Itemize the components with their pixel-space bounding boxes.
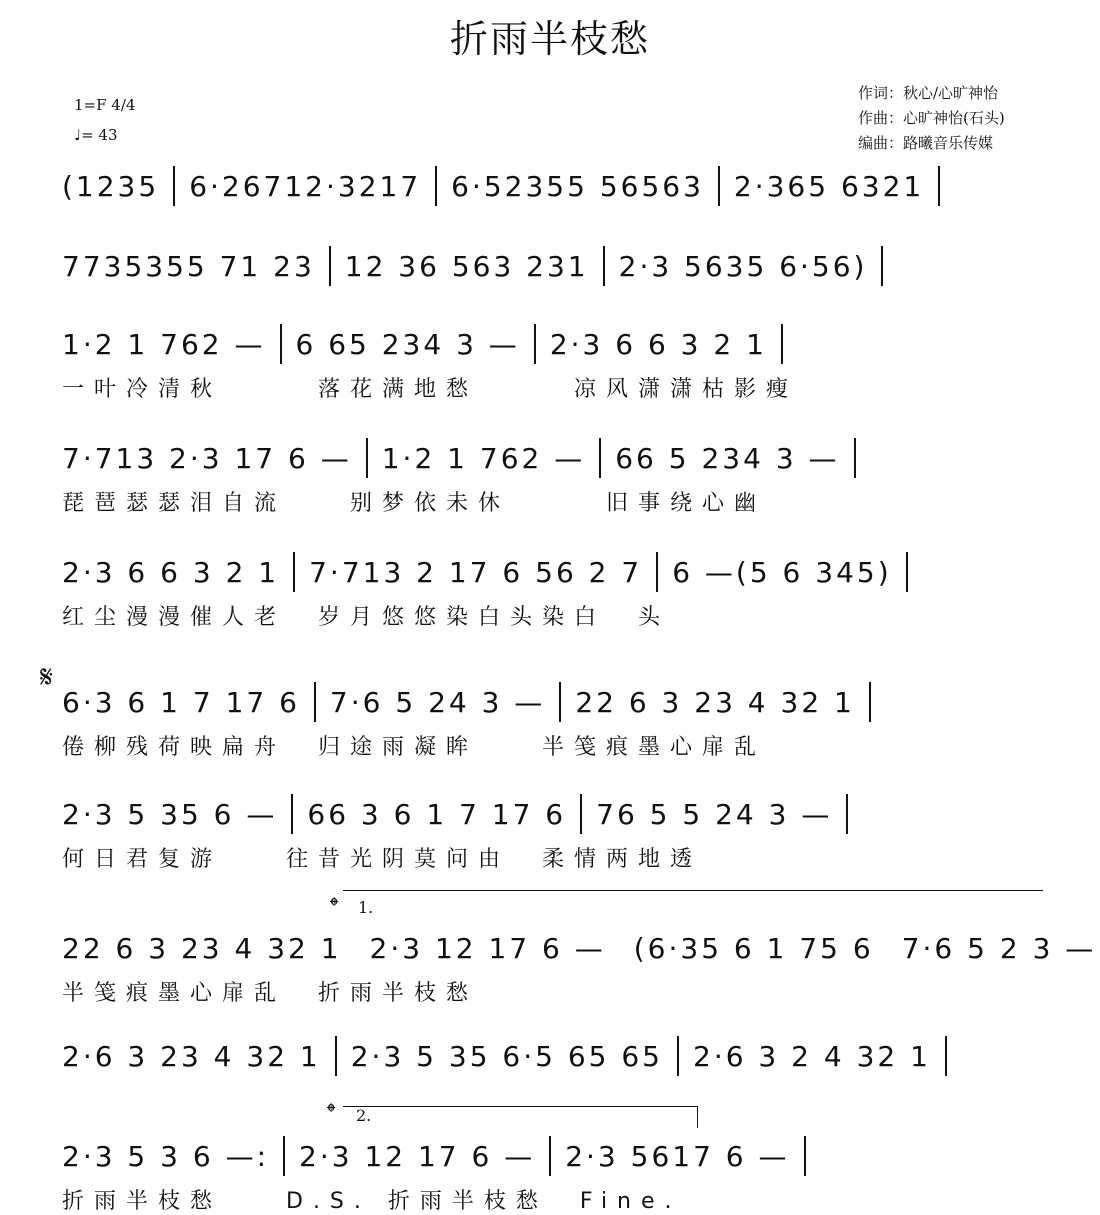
measure: 7·713 2 17 6 56 2 7 xyxy=(309,555,643,589)
barline xyxy=(314,682,316,722)
measure: 7·6 5 2 3 — xyxy=(901,931,1097,965)
notation-line xyxy=(62,160,1052,212)
measure: 76 5 5 24 3 — xyxy=(596,797,833,831)
barline xyxy=(677,1036,679,1076)
measure: 2·3 5635 6·56) xyxy=(618,249,868,283)
barline xyxy=(435,166,437,206)
measure: 2·6 3 23 4 32 1 xyxy=(62,1039,321,1073)
lyrics-line: 一叶冷清秋 落花满地愁 凉风潇潇枯影瘦 xyxy=(62,377,799,402)
barline xyxy=(945,1036,947,1076)
measure: 6·52355 56563 xyxy=(451,169,704,203)
measure: 6·3 6 1 7 17 6 xyxy=(62,685,300,719)
barline xyxy=(280,324,282,364)
measure: (6·35 6 1 75 6 xyxy=(633,931,874,965)
barline xyxy=(906,552,908,592)
measure: 2·365 6321 xyxy=(733,169,925,203)
measure: 2·3 5 35 6·5 65 65 xyxy=(350,1039,663,1073)
measure: (1235 xyxy=(62,169,160,203)
barline xyxy=(329,246,331,286)
barline xyxy=(559,682,561,722)
coda-sign-2: 𝄌 xyxy=(327,1098,336,1126)
barline xyxy=(718,166,720,206)
barline xyxy=(173,166,175,206)
credits xyxy=(858,82,1005,157)
lyrics-line: 何日君复游 往昔光阴莫问由 柔情两地透 xyxy=(62,847,703,872)
measure: 1·2 1 762 — xyxy=(381,441,586,475)
coda-sign-1: 𝄌 xyxy=(330,892,339,920)
lyrics-line: 倦柳残荷映扁舟 归途雨凝眸 半笺痕墨心扉乱 xyxy=(62,735,767,760)
lyricist-credit: 作词：秋心/心旷神怡 xyxy=(858,84,999,102)
barline xyxy=(534,324,536,364)
measure: 2·3 6 6 3 2 1 xyxy=(62,555,280,589)
barline xyxy=(854,438,856,478)
measure: 2·3 6 6 3 2 1 xyxy=(549,327,767,361)
barline xyxy=(283,1136,285,1176)
measure: 7·713 2·3 17 6 — xyxy=(62,441,352,475)
barline xyxy=(804,1136,806,1176)
barline xyxy=(781,324,783,364)
barline xyxy=(656,552,658,592)
barline xyxy=(938,166,940,206)
measure: 22 6 3 23 4 32 1 xyxy=(575,685,855,719)
barline xyxy=(580,794,582,834)
barline xyxy=(603,246,605,286)
measure: 2·3 12 17 6 — xyxy=(369,931,606,965)
measure: 66 3 6 1 7 17 6 xyxy=(307,797,567,831)
notation-line xyxy=(62,318,1052,370)
notation-line xyxy=(62,1130,1052,1182)
barline xyxy=(869,682,871,722)
notation-line xyxy=(62,1030,1052,1082)
volta-2-bracket-end xyxy=(697,1106,698,1128)
measure: 1·2 1 762 — xyxy=(62,327,266,361)
measure: 7735355 71 23 xyxy=(62,249,315,283)
measure: 6 65 234 3 — xyxy=(295,327,520,361)
notation-line xyxy=(62,240,1052,292)
composer-credit: 作曲：心旷神怡(石头) xyxy=(858,109,1005,127)
page-title: 折雨半枝愁 xyxy=(449,17,650,61)
measure: 12 36 563 231 xyxy=(344,249,589,283)
lyrics-line: 半笺痕墨心扉乱 折雨半枝愁 xyxy=(62,981,479,1006)
notation-line xyxy=(62,788,1052,840)
arranger-credit: 编曲：路曦音乐传媒 xyxy=(858,134,994,152)
barline xyxy=(293,552,295,592)
volta-1-bracket xyxy=(343,890,1043,891)
barline xyxy=(881,246,883,286)
notation-line xyxy=(62,546,1052,598)
notation-line xyxy=(62,432,1052,484)
volta-2-bracket xyxy=(343,1106,698,1107)
lyrics-line: 折雨半枝愁 D.S. 折雨半枝愁 Fine. xyxy=(62,1189,682,1214)
notation-line xyxy=(62,922,1097,974)
volta-1-label: 1. xyxy=(358,898,374,917)
measure: 7·6 5 24 3 — xyxy=(329,685,546,719)
barline xyxy=(366,438,368,478)
measure: 2·3 5617 6 — xyxy=(565,1139,790,1173)
measure: 6·26712·3217 xyxy=(189,169,422,203)
lyrics-line: 琵琶瑟瑟泪自流 别梦依未休 旧事绕心幽 xyxy=(62,491,767,516)
measure: 2·3 12 17 6 — xyxy=(299,1139,536,1173)
lyrics-line: 红尘漫漫催人老 岁月悠悠染白头染白 头 xyxy=(62,605,671,630)
measure: 2·3 5 3 6 —: xyxy=(62,1139,270,1173)
score-header-left xyxy=(74,96,135,156)
barline xyxy=(599,438,601,478)
tempo-marking: ♩= 43 xyxy=(74,126,118,144)
barline xyxy=(846,794,848,834)
volta-2-label: 2. xyxy=(356,1106,372,1125)
measure: 66 5 234 3 — xyxy=(615,441,840,475)
segno-sign: 𝄋 xyxy=(40,660,53,695)
notation-line xyxy=(62,676,1052,728)
measure: 2·6 3 2 4 32 1 xyxy=(693,1039,931,1073)
barline xyxy=(291,794,293,834)
barline xyxy=(549,1136,551,1176)
measure: 2·3 5 35 6 — xyxy=(62,797,278,831)
key-signature: 1=F 4/4 xyxy=(74,96,136,114)
barline xyxy=(335,1036,337,1076)
measure: 6 —(5 6 345) xyxy=(672,555,892,589)
measure: 22 6 3 23 4 32 1 xyxy=(62,931,342,965)
